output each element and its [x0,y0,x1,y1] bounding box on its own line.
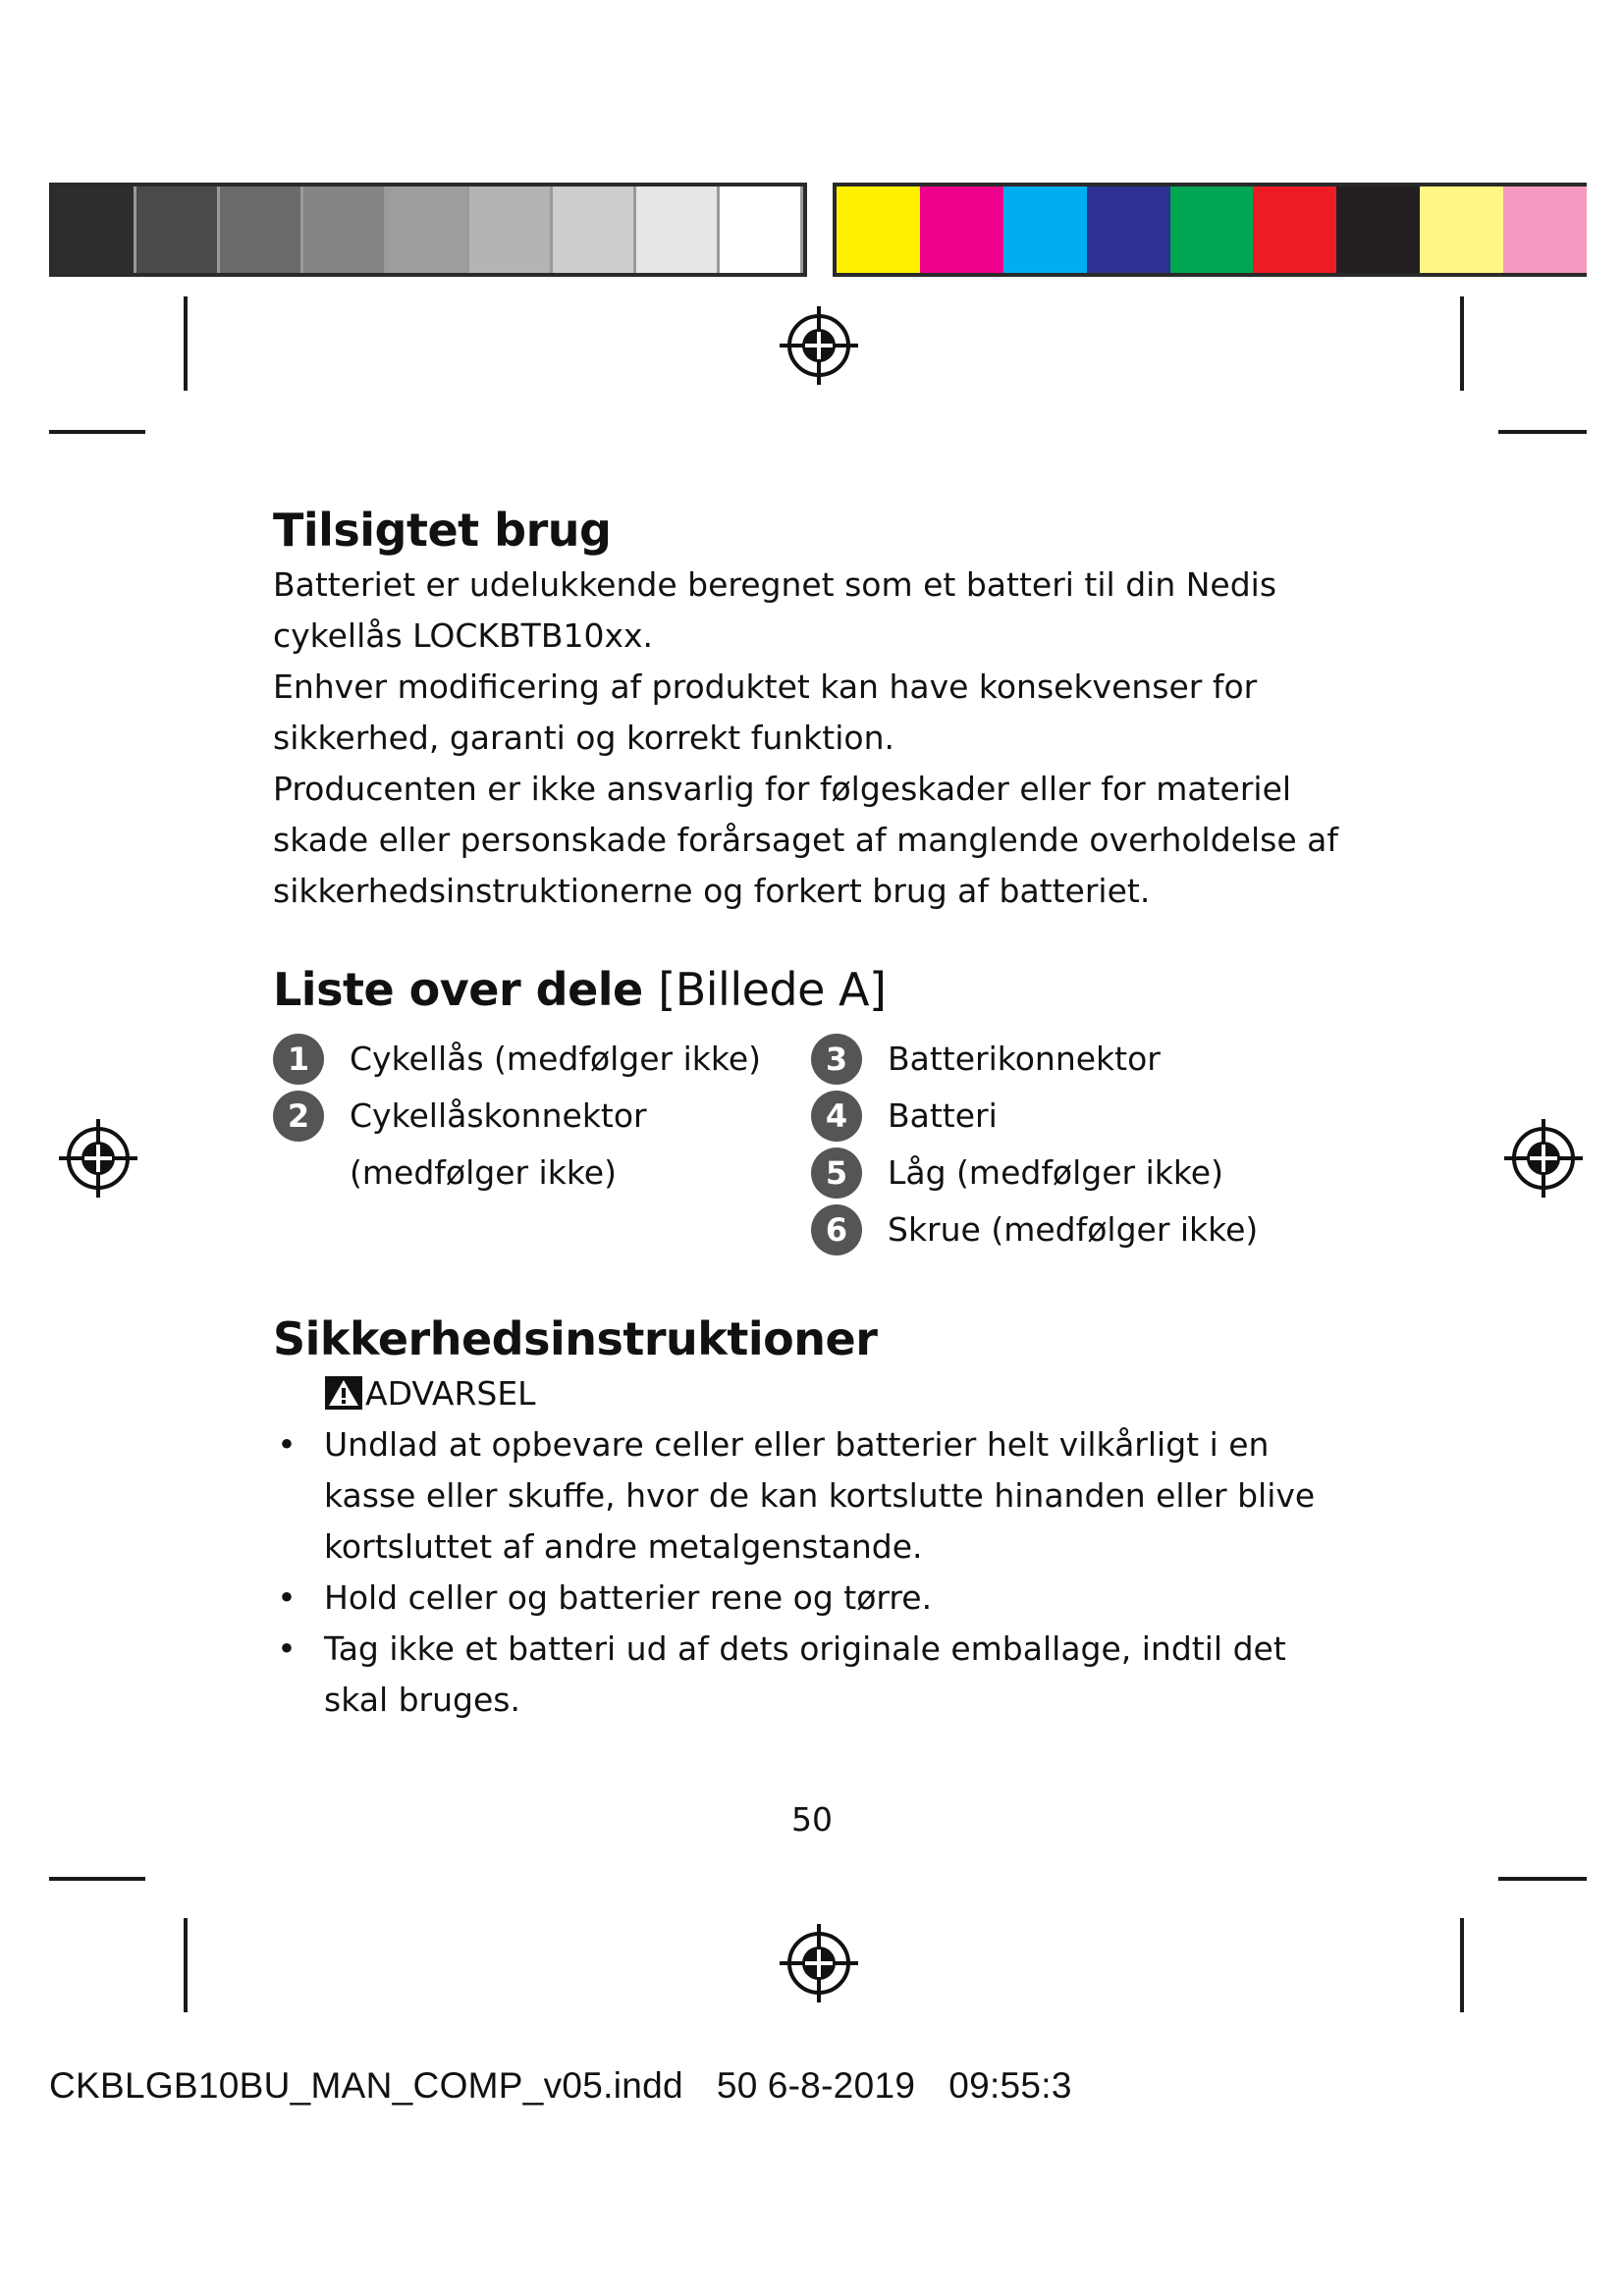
parts-list-right-column [811,1031,1349,1258]
parts-list-title: Liste over dele [273,963,643,1016]
parts-list [273,1031,1343,1258]
list-bullet: • [277,1629,297,1668]
color-swatch [1087,187,1170,273]
crop-mark-bottom-left-vertical [184,1918,188,2012]
warning-line [324,1368,1343,1419]
registration-mark-left-icon [57,1117,139,1200]
part-label: Batteri [888,1096,998,1135]
color-swatch [1003,187,1087,273]
part-number-badge: 4 [811,1091,862,1142]
part-number-badge: 1 [273,1034,324,1085]
list-item-text: Undlad at opbevare celler eller batterier helt vilkårligt i en kasse eller skuffe, hvor de kan kortslutte hinanden eller blive kortsluttet af andre metalgenstande. [324,1425,1316,1566]
list-item-text: Tag ikke et batteri ud af dets originale emballage, indtil det skal bruges. [324,1629,1286,1719]
gray-swatch [387,187,470,273]
list-bullet: • [277,1425,297,1464]
footer-date: 6-8-2019 [767,2065,916,2106]
parts-list-heading [273,960,1343,1019]
page-number: 50 [791,1800,833,1839]
gray-swatch [136,187,220,273]
part-number-badge: 5 [811,1148,862,1199]
color-swatch [1420,187,1503,273]
list-item [273,1624,1343,1726]
page-content [273,501,1343,1726]
grayscale-calibration-bar [49,183,807,277]
gray-swatch [553,187,636,273]
parts-list-left-column [273,1031,811,1258]
section-safety-instructions [273,1309,1343,1726]
list-item [273,1419,1343,1573]
gray-swatch [53,187,136,273]
gray-swatch [720,187,803,273]
footer-time: 09:55:3 [948,2065,1072,2106]
gray-swatch [469,187,553,273]
safety-heading: Sikkerhedsinstruktioner [273,1312,878,1365]
part-item-5 [811,1145,1349,1201]
part-number-badge: 3 [811,1034,862,1085]
part-number-badge: 6 [811,1204,862,1255]
registration-mark-right-icon [1502,1117,1585,1200]
registration-mark-top-icon [778,304,860,387]
part-item-6 [811,1201,1349,1258]
part-number-badge: 2 [273,1091,324,1142]
part-item-2 [273,1088,811,1201]
list-item-text: Hold celler og batterier rene og tørre. [324,1578,933,1617]
intended-use-heading: Tilsigtet brug [273,504,612,557]
part-item-1 [273,1031,811,1088]
footer-page: 50 [716,2065,758,2106]
gray-swatch [303,187,387,273]
print-slug-footer [49,2065,1106,2107]
gray-swatch [636,187,720,273]
intended-use-paragraph-1: Batteriet er udelukkende beregnet som et batteri til din Nedis cykellås LOCKBTB10xx. [273,565,1277,655]
part-item-4 [811,1088,1349,1145]
part-label: Skrue (medfølger ikke) [888,1210,1259,1249]
intended-use-paragraph-2: Enhver modificering af produktet kan have konsekvenser for sikkerhed, garanti og korrekt funktion. [273,667,1258,757]
intended-use-paragraph-3: Producenten er ikke ansvarlig for følgeskader eller for materiel skade eller personskade forårsaget af manglende overholdelse af sikkerhedsinstruktionerne og forkert brug af batteriet. [273,770,1338,910]
registration-mark-bottom-icon [778,1922,860,2004]
part-label: Cykellås (medfølger ikke) [350,1040,761,1078]
footer-filename: CKBLGB10BU_MAN_COMP_v05.indd [49,2065,683,2106]
color-swatch [1253,187,1336,273]
color-swatch [1503,187,1587,273]
color-swatch [1170,187,1254,273]
part-label: Batterikonnektor [888,1040,1161,1078]
color-calibration-bar [833,183,1587,277]
color-swatch [837,187,920,273]
crop-mark-top-right-vertical [1460,296,1464,391]
warning-triangle-icon [324,1375,363,1411]
part-item-3 [811,1031,1349,1088]
section-intended-use [273,501,1343,917]
parts-list-figure-ref: [Billede A] [658,963,887,1016]
safety-instructions-list [273,1419,1343,1726]
color-swatch [920,187,1003,273]
crop-mark-bottom-right-vertical [1460,1918,1464,2012]
crop-mark-top-left-vertical [184,296,188,391]
gray-swatch [220,187,303,273]
crop-mark-bottom-left-horizontal [49,1877,145,1881]
crop-mark-top-right-horizontal [1498,430,1587,434]
list-item [273,1573,1343,1624]
section-parts-list [273,960,1343,1258]
part-label: Låg (medfølger ikke) [888,1153,1223,1192]
warning-label: ADVARSEL [365,1374,536,1413]
color-swatch [1336,187,1420,273]
crop-mark-bottom-right-horizontal [1498,1877,1587,1881]
part-label: Cykellåskonnektor (medfølger ikke) [350,1096,647,1192]
crop-mark-top-left-horizontal [49,430,145,434]
list-bullet: • [277,1578,297,1617]
